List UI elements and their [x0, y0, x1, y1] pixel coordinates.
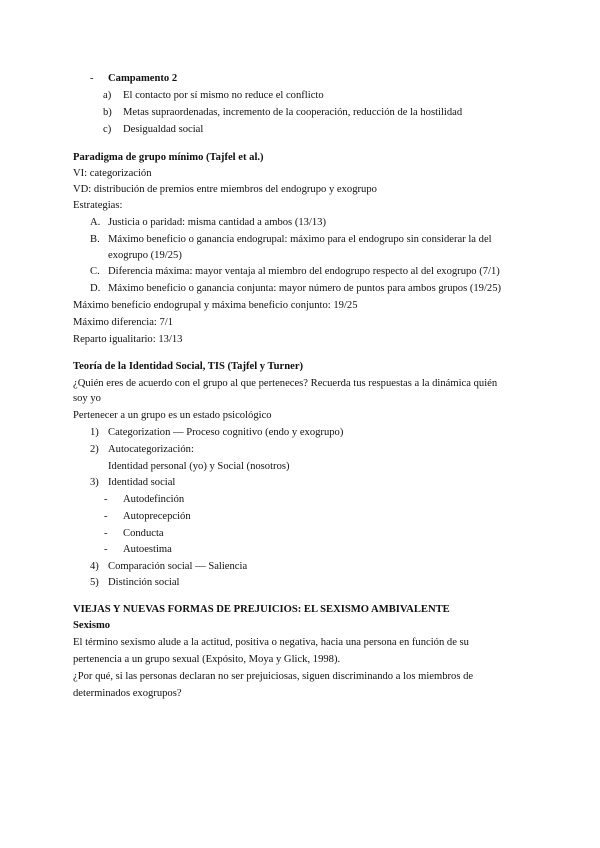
- campamento-item-a: El contacto por sí mismo no reduce el conflicto: [123, 90, 324, 101]
- campamento-item-c: Desigualdad social: [123, 124, 204, 135]
- tis-item-4: Comparación social — Saliencia: [108, 561, 248, 572]
- strategy-c: Diferencia máxima: mayor ventaja al miembro del endogrupo respecto al del exogrupo (7/1): [108, 266, 500, 277]
- tis-item-3: Identidad social: [108, 477, 176, 488]
- strategy-c-marker: C.: [90, 266, 100, 277]
- paradigma-vi: VI: categorización: [73, 168, 152, 179]
- tis-item-2-cont: Identidad personal (yo) y Social (nosotros): [108, 461, 290, 472]
- tis-subitem-marker: -: [104, 511, 108, 522]
- campamento-dash: -: [90, 73, 94, 84]
- tis-item-1-marker: 1): [90, 427, 99, 438]
- strategy-d: Máximo beneficio o ganancia conjunta: mayor número de puntos para ambos grupos (19/25): [108, 283, 502, 294]
- tis-item-1: Categorization — Proceso cognitivo (endo y exogrupo): [108, 427, 344, 438]
- strategy-b: Máximo beneficio o ganancia endogrupal: máximo para el endogrupo sin considerar la del: [108, 234, 492, 245]
- tis-item-5: Distinción social: [108, 577, 180, 588]
- estrategias-label: Estrategias:: [73, 200, 123, 211]
- tis-item-3-marker: 3): [90, 477, 99, 488]
- strategy-a-marker: A.: [90, 217, 101, 228]
- tis-subitem: Conducta: [123, 528, 164, 539]
- tis-subitem: Autodefinción: [123, 494, 185, 505]
- tis-item-4-marker: 4): [90, 561, 99, 572]
- sexismo-paragraph: El término sexismo alude a la actitud, positiva o negativa, hacia una persona en función de su: [73, 637, 469, 648]
- paradigma-heading: Paradigma de grupo mínimo (Tajfel et al.): [73, 152, 264, 163]
- campamento-item-b: Metas supraordenadas, incremento de la cooperación, reducción de la hostilidad: [123, 107, 463, 118]
- tis-item-5-marker: 5): [90, 577, 99, 588]
- strategy-b-cont: exogrupo (19/25): [108, 250, 182, 261]
- tis-item-2: Autocategorización:: [108, 444, 194, 455]
- tis-subitem-marker: -: [104, 494, 108, 505]
- sexismo-question: ¿Por qué, si las personas declaran no ser prejuiciosas, siguen discriminando a los miembros de: [73, 671, 474, 682]
- summary-line: Máximo beneficio endogrupal y máxima beneficio conjunto: 19/25: [73, 300, 358, 311]
- tis-subitem: Autoprecepción: [123, 511, 191, 522]
- paradigma-vd: VD: distribución de premios entre miembros del endogrupo y exogrupo: [73, 184, 377, 195]
- campamento-item-c-marker: c): [103, 124, 112, 135]
- campamento-title: Campamento 2: [108, 73, 178, 84]
- tis-question-cont: soy yo: [73, 393, 101, 404]
- strategy-d-marker: D.: [90, 283, 101, 294]
- sexismo-heading: VIEJAS Y NUEVAS FORMAS DE PREJUICIOS: EL SEXISMO AMBIVALENTE: [73, 604, 450, 615]
- campamento-item-b-marker: b): [103, 107, 112, 118]
- tis-subitem: Autoestima: [123, 544, 172, 555]
- tis-heading: Teoría de la Identidad Social, TIS (Tajfel y Turner): [73, 361, 304, 372]
- strategy-a: Justicia o paridad: misma cantidad a ambos (13/13): [108, 217, 326, 228]
- tis-subitem-marker: -: [104, 528, 108, 539]
- sexismo-question-cont: determinados exogrupos?: [73, 688, 182, 699]
- sexismo-paragraph-cont: pertenencia a un grupo sexual (Expósito, Moya y Glick, 1998).: [73, 654, 341, 665]
- tis-subitem-marker: -: [104, 544, 108, 555]
- campamento-item-a-marker: a): [103, 90, 112, 101]
- summary-line: Máximo diferencia: 7/1: [73, 317, 174, 328]
- strategy-b-marker: B.: [90, 234, 100, 245]
- tis-item-2-marker: 2): [90, 444, 99, 455]
- tis-question: ¿Quién eres de acuerdo con el grupo al que perteneces? Recuerda tus respuestas a la dinámica quién: [73, 378, 498, 389]
- tis-statement: Pertenecer a un grupo es un estado psicológico: [73, 410, 272, 421]
- summary-line: Reparto igualitario: 13/13: [73, 334, 183, 345]
- sexismo-subheading: Sexismo: [73, 620, 111, 631]
